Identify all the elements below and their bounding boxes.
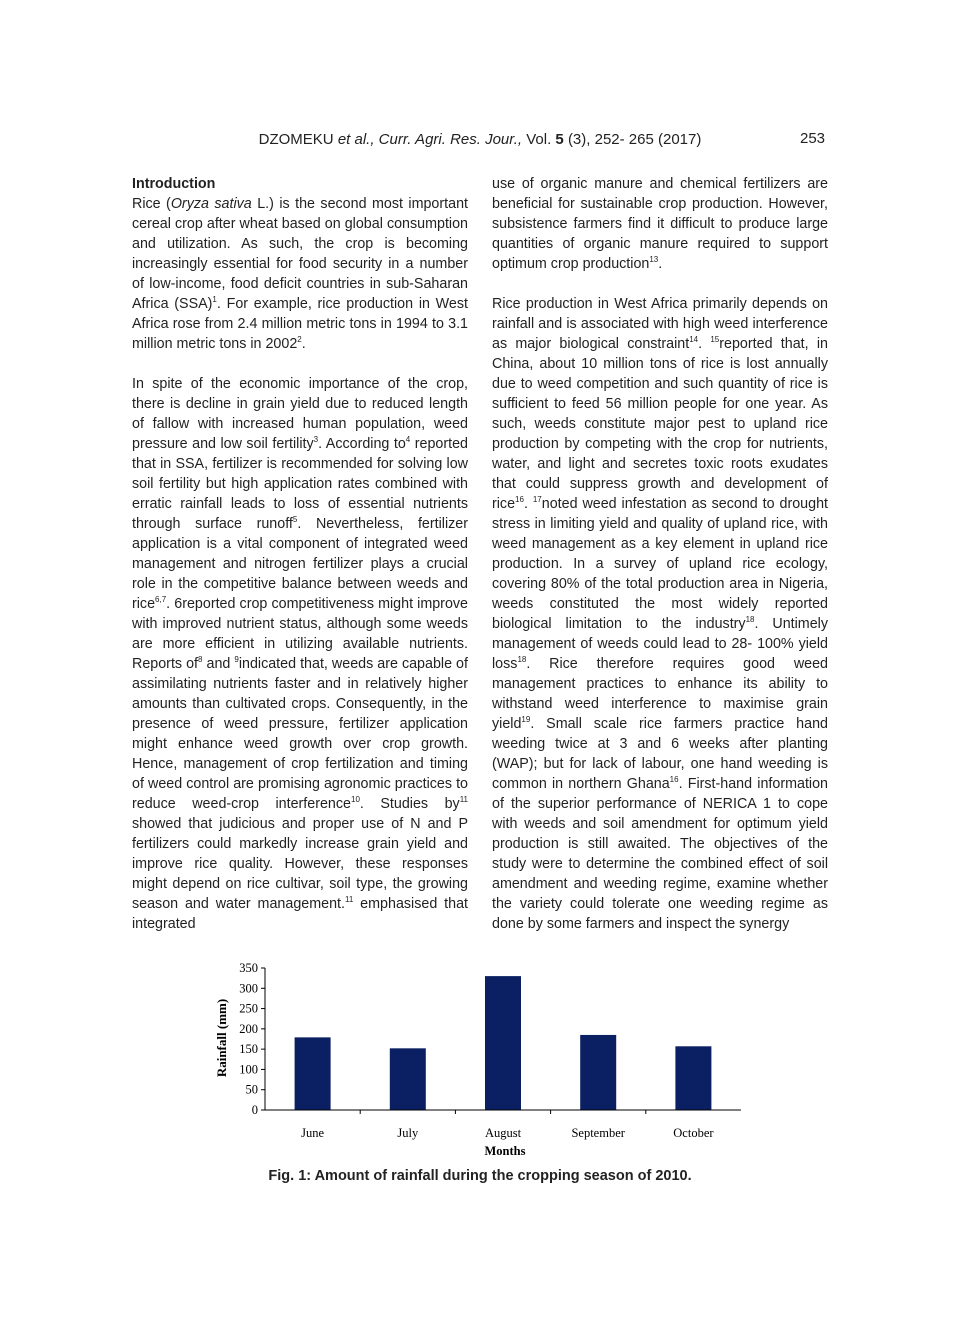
rainfall-figure [200, 958, 760, 1163]
citation-ref: 18 [745, 615, 755, 624]
paragraph: Rice production in West Africa primarily depends on rainfall and is associated with high weed interference as major biological constraint$^{14}$. $^{15}$reported that, in China, about 10 million tons of rice is lost annually due to weed competition and such quantity of rice is sufficient to feed 56 million people for one year. As such, weeds constitute major pest to upland rice production by competing with the crop for nutrients, water, and light and secretes toxic roots exudates that could suppress growth and development of rice$^{16}$. $^{17}$noted weed infestation as second to drought stress in limiting yield and quality of upland rice, with weed management as a key element in upland rice production. In a survey of upland rice ecology, covering 80% of the total production area in Nigeria, weeds constituted the most widely reported biological limitation to the industry$^{18}$. Untimely management of weeds could lead to 28- 100% yield loss$^{18}$. Rice therefore requires good weed management practices to enhance its ability to withstand weed interference to maximise grain yield$^{19}$. Small scale rice farmers practice hand weeding twice at 3 and 6 weeks after planting (WAP); but for lack of labour, one hand weeding is common in northern Ghana$^{16}$. First-hand information of the superior performance of NERICA 1 to cope with weeds and soil amendment for optimum yield production is still awaited. The objectives of the study were to determine the combined effect of soil amendment and weeding regime, examine whether the variety could tolerate one weeding regime as done by some farmers and inspect the synergy [492, 296, 828, 932]
page-number: 253 [800, 130, 826, 147]
citation-ref: 15 [710, 335, 720, 344]
x-tick-label: August [484, 1126, 522, 1140]
y-tick-label: 300 [239, 981, 258, 996]
header-vol-label: Vol. [526, 131, 552, 148]
y-tick-label: 100 [239, 1062, 258, 1077]
y-tick-label: 250 [239, 1001, 258, 1016]
bar-september [580, 1035, 616, 1110]
species-name: Oryza sativa [170, 196, 252, 212]
citation-ref: 2 [297, 335, 302, 344]
citation-ref: 5 [292, 515, 298, 524]
citation-ref: 3 [313, 435, 319, 444]
citation-ref: 16 [669, 775, 679, 784]
citation-ref: 10 [351, 795, 360, 804]
paragraph: Rice (Oryza sativa L.) is the second most important cereal crop after wheat based on global consumption and utilization. As such, the crop is becoming increasingly essential for food security in a number of low-income, food deficit countries in sub-Saharan Africa (SSA)$^1$. For example, rice production in West Africa rose from 2.4 million metric tons in 1994 to 3.1 million metric tons in 2002$^2$. [132, 196, 468, 352]
bar-august [485, 976, 521, 1110]
rainfall-bar-chart [200, 958, 760, 1163]
figure-caption: Fig. 1: Amount of rainfall during the cropping season of 2010. [268, 1168, 692, 1184]
y-tick-label: 200 [239, 1021, 258, 1036]
paragraph: In spite of the economic importance of the crop, there is decline in grain yield due to reduced length of fallow with increased human population, weed pressure and low soil fertility$^3$. According $to^4$ reported that in SSA, fertilizer is recommended for solving low soil fertility but high application rates combined with erratic rainfall leads to loss of essential nutrients through surface runoff$^5$. Nevertheless, fertilizer application is a vital component of integrated weed management and nitrogen fertilizer plays a crucial role in the competitive balance between weeds and rice$^{6,7}$. 6reported crop competitiveness might improve with improved nutrient status, although some weeds are more efficient in utilizing available nutrients. Reports $of^8$ and $^9$indicated that, weeds are capable of assimilating nutrients faster and in relatively higher amounts than cultivated crops. Consequently, in the presence of weed pressure, fertilizer application might enhance weed growth over crop growth. Hence, management of crop fertilization and timing of weed control are promising agronomic practices to reduce weed-crop interference$^{10}$. Studies $by^{11}$ showed that judicious and proper use of N and P fertilizers could markedly increase grain yield and improve rice quality. However, these responses might depend on rice cultivar, soil type, the growing season and water management.$^{11}$ emphasised that integrated [132, 376, 469, 932]
citation-ref: 9 [234, 655, 239, 664]
header-authors: DZOMEKU [258, 131, 334, 148]
y-tick-label: 350 [239, 961, 258, 975]
citation-ref: 18 [517, 655, 527, 664]
bars [295, 976, 712, 1110]
citation-ref: 6,7 [155, 595, 167, 604]
citation-ref: 11 [459, 795, 468, 804]
citation-ref: 17 [532, 495, 542, 504]
x-axis [265, 1110, 741, 1140]
x-tick-label: July [397, 1126, 419, 1140]
header-etal: et al., [337, 131, 375, 148]
bar-july [390, 1048, 426, 1110]
citation-ref: 8 [198, 655, 203, 664]
y-tick-label: 50 [245, 1082, 258, 1097]
left-column [132, 174, 468, 954]
paragraph: use of organic manure and chemical fertilizers are beneficial for sustainable crop production. However, subsistence farmers find it difficult to produce large quantities of organic manure required to support optimum crop production$^{13}$. [492, 176, 828, 272]
citation-ref: 1 [212, 295, 217, 304]
header-journal: Curr. Agri. Res. Jour., [378, 131, 523, 148]
x-tick-label: June [301, 1126, 325, 1140]
citation-ref: 4 [405, 435, 411, 444]
citation-ref: 16 [515, 495, 524, 504]
x-tick-label: October [673, 1126, 714, 1140]
x-axis-label: Months [484, 1144, 526, 1158]
y-tick-label: 150 [239, 1042, 258, 1057]
header-vol-num: 5 [555, 131, 564, 148]
page-header [0, 130, 960, 150]
citation-ref: 19 [521, 715, 531, 724]
y-axis [239, 961, 265, 1117]
citation-ref: 11 [344, 895, 354, 904]
bar-october [675, 1046, 711, 1110]
header-issue-pages: (3), 252- 265 (2017) [567, 131, 702, 148]
bar-june [295, 1037, 331, 1110]
section-title: Introduction [132, 176, 216, 192]
right-column [492, 174, 828, 954]
y-axis-label: Rainfall (mm) [214, 998, 229, 1078]
citation-ref: 14 [689, 335, 699, 344]
citation-ref: 13 [649, 255, 659, 264]
x-tick-label: September [571, 1126, 625, 1140]
y-tick-label: 0 [251, 1103, 258, 1117]
